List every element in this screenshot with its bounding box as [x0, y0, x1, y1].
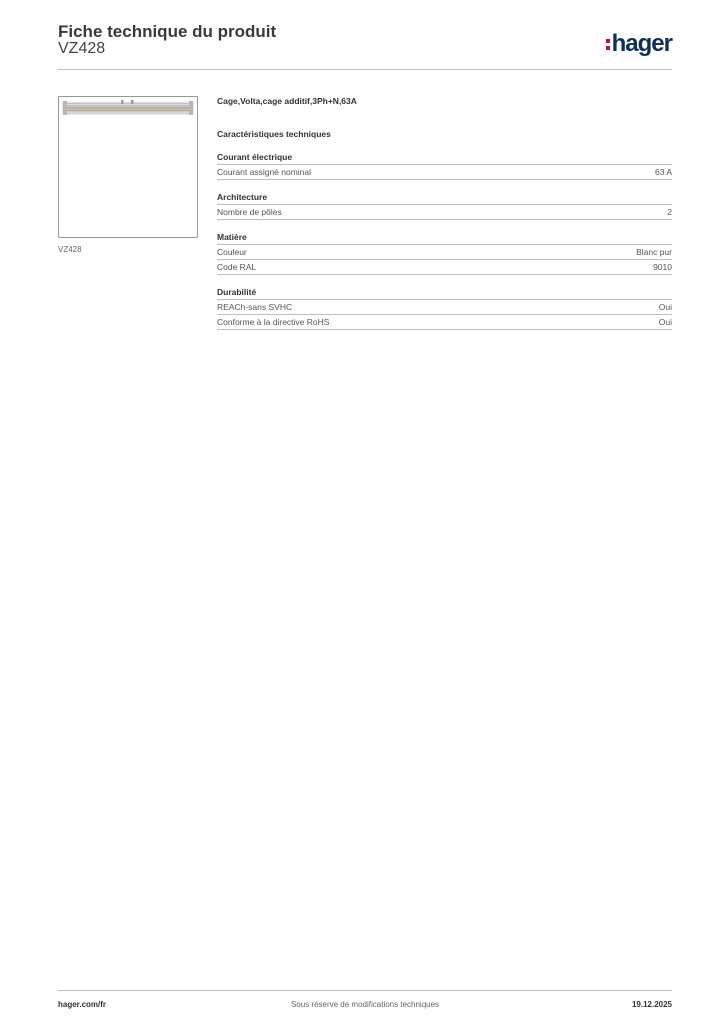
spec-group-title: Matière [217, 232, 672, 245]
spec-label: Courant assigné nominal [217, 167, 312, 177]
spec-group-matiere [217, 232, 672, 275]
spec-group-title: Architecture [217, 192, 672, 205]
specifications-section [217, 96, 672, 342]
spec-group-architecture [217, 192, 672, 220]
busbar-cage-illustration [59, 97, 197, 237]
spec-row [217, 165, 672, 180]
spec-label: Conforme à la directive RoHS [217, 317, 330, 327]
spec-value: 9010 [653, 262, 672, 272]
spec-value: Oui [658, 317, 672, 327]
product-description: Cage,Volta,cage additif,3Ph+N,63A [217, 96, 357, 106]
footer-date: 19.12.2025 [631, 1000, 672, 1009]
footer-notice: Sous réserve de modifications techniques [290, 1000, 440, 1009]
page-footer [58, 990, 672, 1015]
spec-label: REACh-sans SVHC [217, 302, 293, 312]
spec-label: Nombre de pôles [217, 207, 282, 217]
specifications-title: Caractéristiques techniques [217, 129, 331, 139]
spec-group-durabilite [217, 287, 672, 330]
logo-dots-icon [606, 37, 610, 51]
spec-value: 63 A [654, 167, 672, 177]
spec-group-courant [217, 152, 672, 180]
page-header [58, 21, 672, 70]
spec-label: Code RAL [217, 262, 257, 272]
product-reference: VZ428 [58, 40, 106, 57]
spec-value: Oui [658, 302, 672, 312]
product-image [58, 96, 198, 238]
spec-row [217, 260, 672, 275]
document-title: Fiche technique du produit [58, 22, 277, 41]
hager-logo [606, 30, 672, 58]
logo-text: hager [611, 30, 672, 57]
spec-group-title: Durabilité [217, 287, 672, 300]
spec-row [217, 315, 672, 330]
spec-value: Blanc pur [636, 247, 672, 257]
spec-label: Couleur [217, 247, 247, 257]
spec-row [217, 205, 672, 220]
spec-value: 2 [667, 207, 672, 217]
spec-group-title: Courant électrique [217, 152, 672, 165]
image-caption: VZ428 [58, 245, 82, 254]
spec-row [217, 300, 672, 315]
spec-row [217, 245, 672, 260]
footer-website-link[interactable]: hager.com/fr [58, 1000, 107, 1009]
